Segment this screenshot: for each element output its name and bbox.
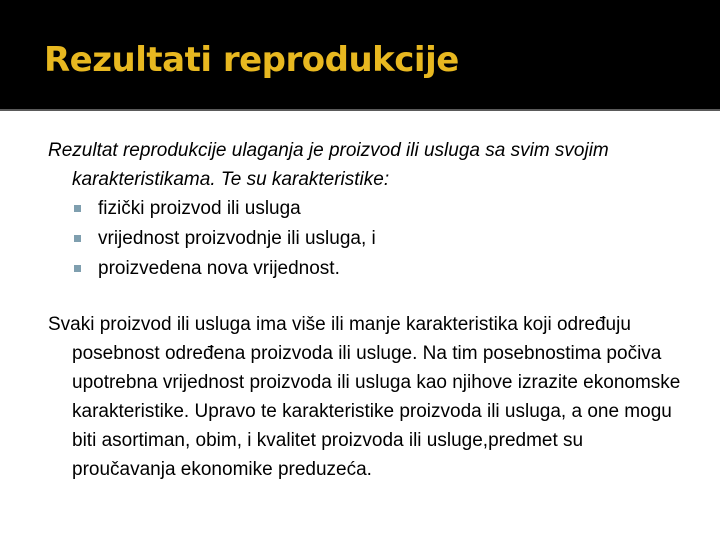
title-bar xyxy=(0,0,720,111)
square-bullet-icon xyxy=(74,235,81,242)
bullet-text: vrijednost proizvodnje ili usluga, i xyxy=(98,228,376,249)
bullet-item xyxy=(72,194,688,224)
bullet-item xyxy=(72,224,688,254)
bullet-item xyxy=(72,254,688,284)
intro-paragraph: Rezultat reprodukcije ulaganja je proizvod ili usluga sa svim svojim karakteristikama. Te su karakteristike: xyxy=(48,140,609,190)
square-bullet-icon xyxy=(74,205,81,212)
square-bullet-icon xyxy=(74,265,81,272)
bullet-list xyxy=(48,194,688,284)
slide-title: Rezultati reprodukcije xyxy=(44,40,459,80)
body-paragraph: Svaki proizvod ili usluga ima više ili manje karakteristika koji određuju posebnost određena proizvoda ili usluge. Na tim posebnostima počiva upotrebna vrijednost proizvoda ili usluga kao njihove izrazite ekonomske karakteristike. Upravo te karakteristike proizvoda ili usluga, a one mogu biti asortiman, obim, i kvalitet proizvoda ili usluge,predmet su proučavanja ekonomike preduzeća. xyxy=(48,314,681,480)
spacer xyxy=(48,284,688,310)
bullet-text: fizički proizvod ili usluga xyxy=(98,198,301,219)
bullet-text: proizvedena nova vrijednost. xyxy=(98,258,340,279)
slide-content xyxy=(48,136,688,484)
